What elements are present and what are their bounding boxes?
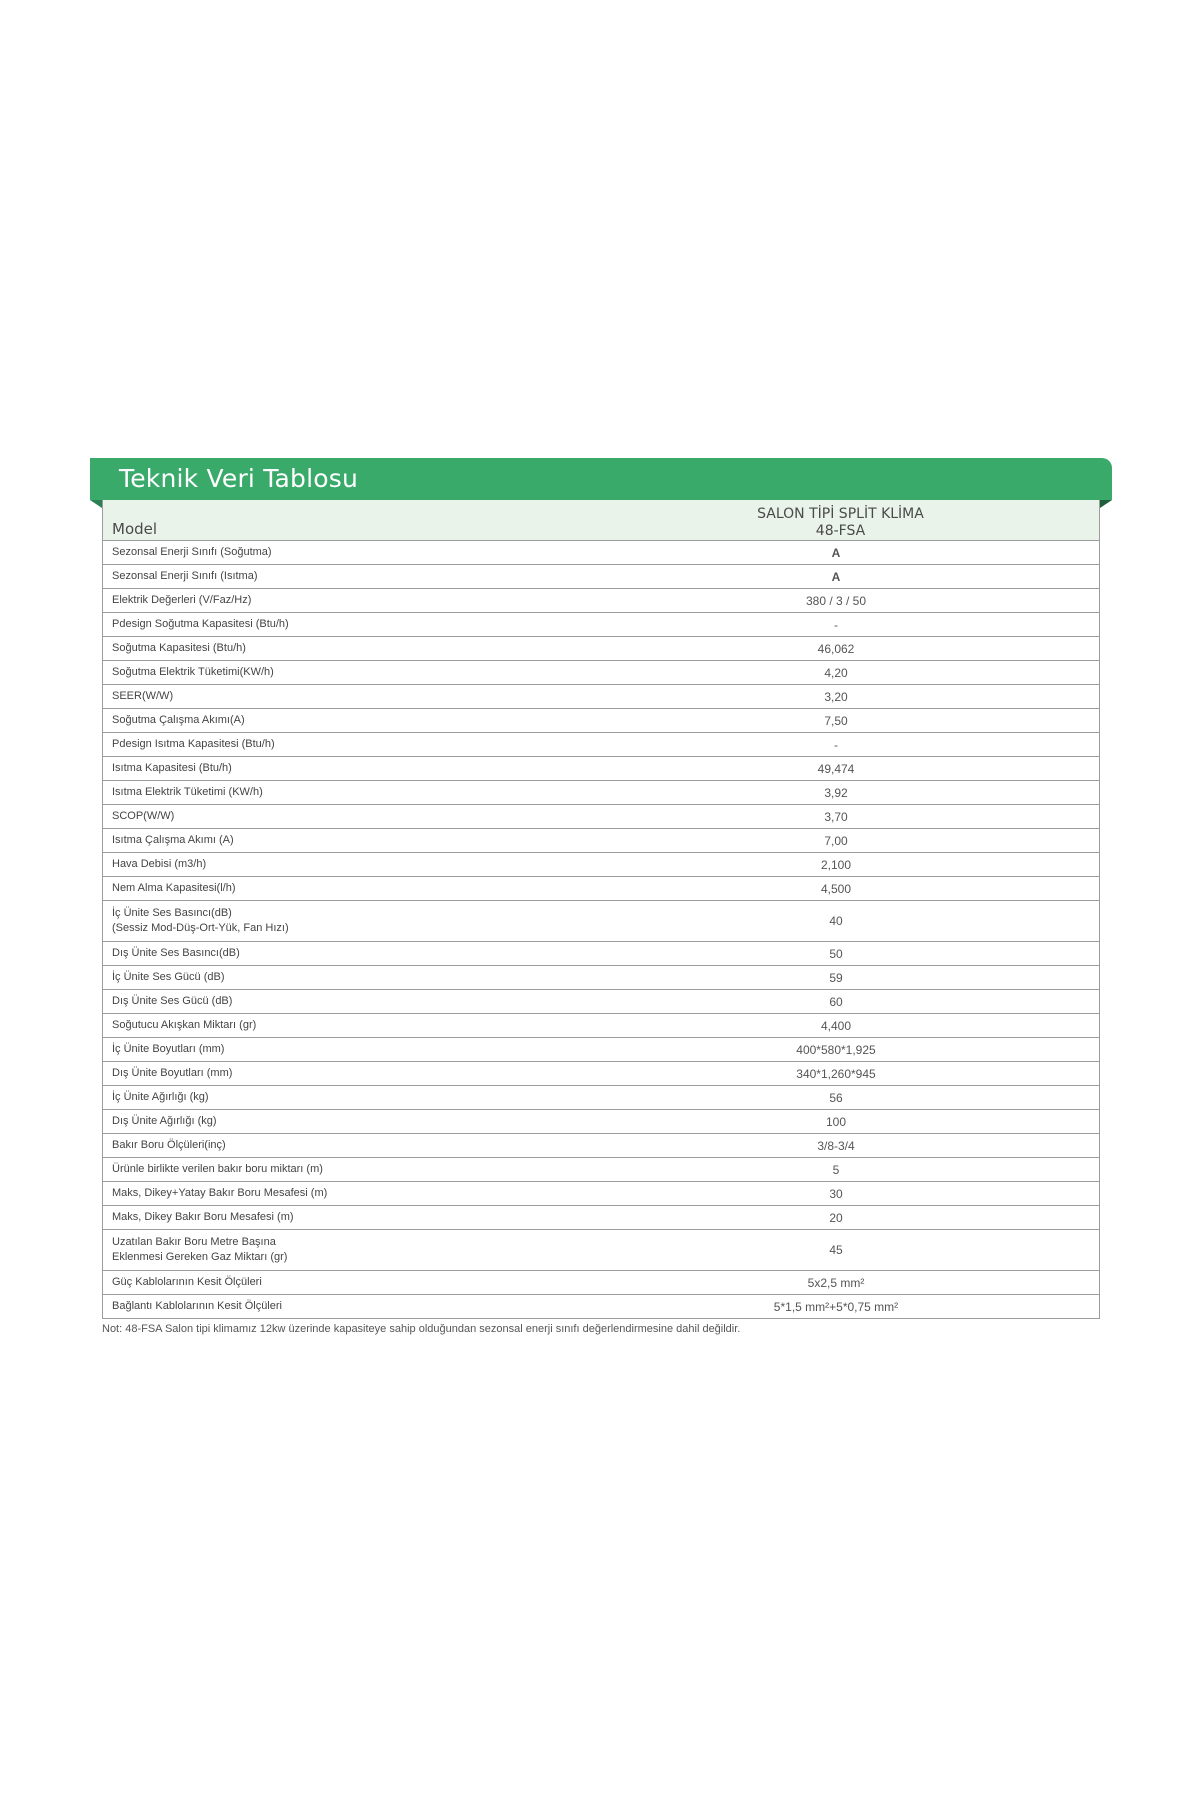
- table-row: [103, 1230, 1099, 1271]
- row-label-line: Bağlantı Kablolarının Kesit Ölçüleri: [112, 1300, 282, 1312]
- table-body: [103, 541, 1099, 1318]
- row-label-line: İç Ünite Ses Basıncı(dB): [112, 907, 232, 919]
- row-label-line: Isıtma Çalışma Akımı (A): [112, 834, 234, 846]
- row-label-line: İç Ünite Boyutları (mm): [112, 1043, 225, 1055]
- table-row: [103, 990, 1099, 1014]
- table-row: [103, 1110, 1099, 1134]
- row-label: [103, 881, 573, 896]
- row-label: [103, 1066, 573, 1081]
- row-label: [103, 785, 573, 800]
- row-label: [103, 713, 573, 728]
- row-value: 340*1,260*945: [796, 1066, 876, 1081]
- row-label-line: Dış Ünite Ses Gücü (dB): [112, 995, 233, 1007]
- table-row: [103, 661, 1099, 685]
- row-label: [103, 569, 573, 584]
- row-label: [103, 1275, 573, 1290]
- row-value: 5: [832, 1162, 840, 1177]
- row-value: 100: [825, 1114, 847, 1129]
- row-value: 5x2,5 mm²: [807, 1275, 865, 1290]
- row-value: 2,100: [820, 857, 852, 872]
- table-row: [103, 1086, 1099, 1110]
- row-label-line: Elektrik Değerleri (V/Faz/Hz): [112, 594, 252, 606]
- row-label-line: Uzatılan Bakır Boru Metre Başına: [112, 1236, 276, 1248]
- header-model-line1: SALON TİPİ SPLİT KLİMA: [757, 506, 924, 522]
- row-label: [103, 1162, 573, 1177]
- row-value: 3,70: [824, 809, 848, 824]
- row-label-line: Bakır Boru Ölçüleri(inç): [112, 1139, 226, 1151]
- row-label-line: Sezonsal Enerji Sınıfı (Soğutma): [112, 546, 272, 558]
- table-row: [103, 1062, 1099, 1086]
- row-label-line: Soğutucu Akışkan Miktarı (gr): [112, 1019, 257, 1031]
- table-row: [103, 1271, 1099, 1295]
- row-label-line: İç Ünite Ses Gücü (dB): [112, 971, 225, 983]
- table-row: [103, 966, 1099, 990]
- row-label: [103, 689, 573, 704]
- row-label: [103, 1235, 573, 1265]
- row-label: [103, 946, 573, 961]
- row-value: 4,400: [820, 1018, 852, 1033]
- row-value: 4,500: [820, 881, 852, 896]
- table-row: [103, 637, 1099, 661]
- table-row: [103, 1182, 1099, 1206]
- row-label: [103, 1090, 573, 1105]
- row-value: 380 / 3 / 50: [805, 593, 867, 608]
- row-label: [103, 1138, 573, 1153]
- row-value: 7,00: [824, 833, 848, 848]
- row-value: 49,474: [817, 761, 855, 776]
- table-row: [103, 541, 1099, 565]
- row-value: -: [834, 617, 838, 632]
- table-row: [103, 1206, 1099, 1230]
- row-value: A: [831, 569, 841, 584]
- row-label-line: Soğutma Kapasitesi (Btu/h): [112, 642, 246, 654]
- row-label: [103, 1186, 573, 1201]
- row-label-line: Pdesign Isıtma Kapasitesi (Btu/h): [112, 738, 275, 750]
- table-row: [103, 589, 1099, 613]
- banner-fold-right: [1100, 500, 1112, 508]
- table-row: [103, 781, 1099, 805]
- footnote: Not: 48-FSA Salon tipi klimamız 12kw üzerinde kapasiteye sahip olduğundan sezonsal enerji sınıfı değerlendirmesine dahil değildir.: [102, 1323, 741, 1335]
- row-label: [103, 970, 573, 985]
- row-label: [103, 737, 573, 752]
- row-value: 46,062: [817, 641, 855, 656]
- row-label: [103, 1114, 573, 1129]
- table-row: [103, 1158, 1099, 1182]
- row-label: [103, 1018, 573, 1033]
- row-label: [103, 809, 573, 824]
- row-label-line: Ürünle birlikte verilen bakır boru miktarı (m): [112, 1163, 323, 1175]
- table-row: [103, 709, 1099, 733]
- row-label-line: (Sessiz Mod-Düş-Ort-Yük, Fan Hızı): [112, 922, 289, 934]
- row-label-line: SEER(W/W): [112, 690, 174, 702]
- row-label: [103, 857, 573, 872]
- table-row: [103, 1295, 1099, 1318]
- row-value: 3,92: [824, 785, 848, 800]
- row-label: [103, 1299, 573, 1314]
- row-label: [103, 641, 573, 656]
- row-value: 56: [829, 1090, 843, 1105]
- row-value: 7,50: [824, 713, 848, 728]
- row-label: [103, 593, 573, 608]
- row-value: 3/8-3/4: [817, 1138, 855, 1153]
- table-row: [103, 1014, 1099, 1038]
- row-value: -: [834, 737, 838, 752]
- row-label-line: Güç Kablolarının Kesit Ölçüleri: [112, 1276, 262, 1288]
- row-value: 50: [829, 946, 843, 961]
- row-value: 3,20: [824, 689, 848, 704]
- row-value: 30: [829, 1186, 843, 1201]
- row-value: 5*1,5 mm²+5*0,75 mm²: [773, 1299, 899, 1314]
- table-row: [103, 565, 1099, 589]
- table-row: [103, 853, 1099, 877]
- title-banner: [90, 458, 1112, 500]
- row-label-line: Eklenmesi Gereken Gaz Miktarı (gr): [112, 1251, 288, 1263]
- table-row: [103, 613, 1099, 637]
- spec-table: [102, 500, 1100, 1319]
- row-label-line: Sezonsal Enerji Sınıfı (Isıtma): [112, 570, 258, 582]
- row-value: 60: [829, 994, 843, 1009]
- row-value: 400*580*1,925: [796, 1042, 876, 1057]
- row-label-line: İç Ünite Ağırlığı (kg): [112, 1091, 209, 1103]
- table-row: [103, 757, 1099, 781]
- row-label: [103, 617, 573, 632]
- row-label-line: Soğutma Çalışma Akımı(A): [112, 714, 245, 726]
- row-label-line: Dış Ünite Ağırlığı (kg): [112, 1115, 217, 1127]
- row-value: 59: [829, 970, 843, 985]
- row-label-line: Maks, Dikey Bakır Boru Mesafesi (m): [112, 1211, 294, 1223]
- sheet-title: Teknik Veri Tablosu: [119, 464, 359, 493]
- row-value: 40: [829, 914, 843, 928]
- header-model-line2: 48-FSA: [815, 523, 866, 539]
- row-label-line: Soğutma Elektrik Tüketimi(KW/h): [112, 666, 274, 678]
- row-label-line: Pdesign Soğutma Kapasitesi (Btu/h): [112, 618, 289, 630]
- row-label-line: Hava Debisi (m3/h): [112, 858, 207, 870]
- table-header: [103, 500, 1099, 541]
- header-label: Model: [112, 520, 158, 538]
- table-row: [103, 1134, 1099, 1158]
- row-label-line: Nem Alma Kapasitesi(l/h): [112, 882, 236, 894]
- table-row: [103, 733, 1099, 757]
- row-label-line: Dış Ünite Ses Basıncı(dB): [112, 947, 240, 959]
- row-value: 20: [829, 1210, 843, 1225]
- table-row: [103, 901, 1099, 942]
- row-label: [103, 906, 573, 936]
- row-label: [103, 994, 573, 1009]
- row-value: A: [831, 545, 841, 560]
- banner-fold-left: [90, 500, 102, 508]
- row-value: 4,20: [824, 665, 848, 680]
- row-label: [103, 545, 573, 560]
- row-label: [103, 761, 573, 776]
- row-value: 45: [829, 1243, 843, 1257]
- header-model: [582, 500, 1099, 540]
- technical-data-sheet: [90, 458, 1112, 1335]
- table-row: [103, 685, 1099, 709]
- row-label-line: Isıtma Kapasitesi (Btu/h): [112, 762, 232, 774]
- table-row: [103, 829, 1099, 853]
- row-label-line: SCOP(W/W): [112, 810, 175, 822]
- row-label: [103, 833, 573, 848]
- table-row: [103, 1038, 1099, 1062]
- table-row: [103, 942, 1099, 966]
- row-label-line: Isıtma Elektrik Tüketimi (KW/h): [112, 786, 263, 798]
- row-label: [103, 1042, 573, 1057]
- row-label: [103, 665, 573, 680]
- row-label-line: Maks, Dikey+Yatay Bakır Boru Mesafesi (m): [112, 1187, 328, 1199]
- table-row: [103, 805, 1099, 829]
- row-label: [103, 1210, 573, 1225]
- table-row: [103, 877, 1099, 901]
- row-label-line: Dış Ünite Boyutları (mm): [112, 1067, 233, 1079]
